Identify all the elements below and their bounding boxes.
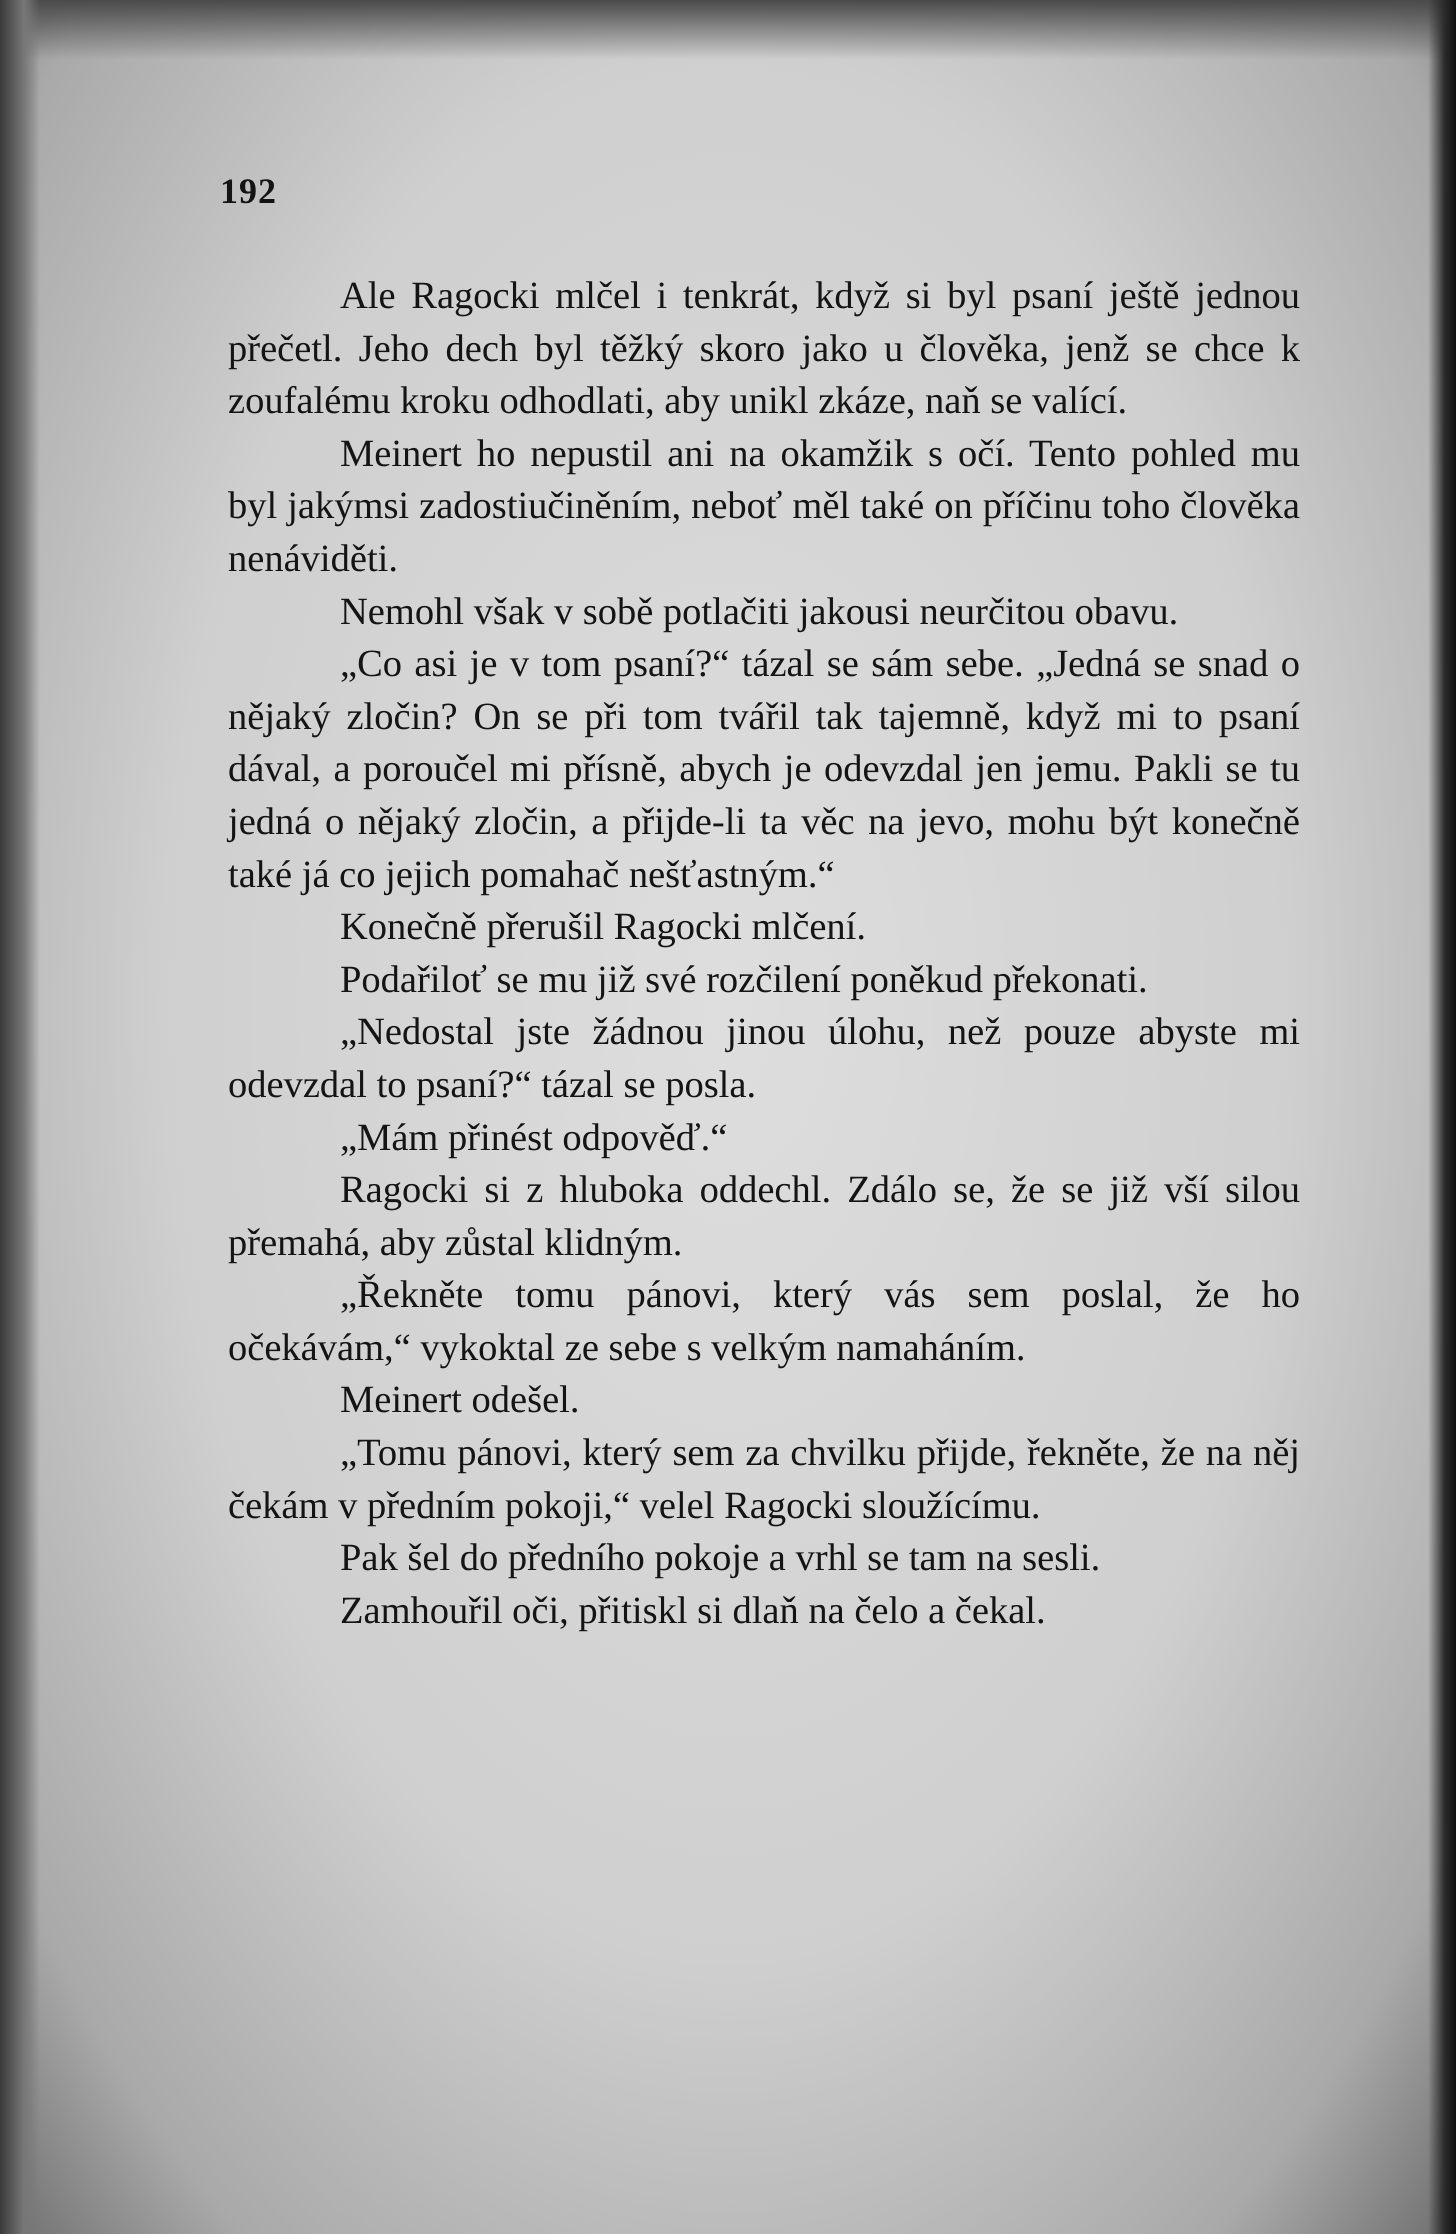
page-number: 192	[220, 171, 277, 211]
page-top-shadow	[0, 0, 1456, 60]
paragraph: Nemohl však v sobě potlačiti jakousi neurčitou obavu.	[340, 590, 1179, 633]
paragraph: Ale Ragocki mlčel i tenkrát, když si byl psaní ještě jednou přečetl. Jeho dech byl těžký skoro jako u člověka, jenž se chce k zoufalému kroku odhodlati, aby unikl zkáze, naň se valící.	[228, 275, 1300, 423]
paragraph: Konečně přerušil Ragocki mlčení.	[340, 906, 866, 949]
paragraph: Meinert ho nepustil ani na okamžik s očí. Tento pohled mu byl jakýmsi zadostiučiněním, neboť měl také on příčinu toho člověka nenáviděti.	[228, 432, 1300, 580]
paragraph: Zamhouřil oči, přitiskl si dlaň na čelo a čekal.	[340, 1589, 1046, 1632]
paragraph: „Co asi je v tom psaní?“ tázal se sám sebe. „Jedná se snad o nějaký zločin? On se při tom tvářil tak tajemně, když mi to psaní dával, a poroučel mi přísně, abych je odevzdal jen jemu. Pakli se tu jedná o nějaký zločin, a přijde-li ta věc na jevo, mohu být konečně také já co jejich pomahač nešťastným.“	[228, 643, 1300, 896]
body-text	[228, 270, 1300, 1637]
paragraph: Pak šel do předního pokoje a vrhl se tam na sesli.	[340, 1537, 1101, 1580]
paragraph: „Nedostal jste žádnou jinou úlohu, než pouze abyste mi odevzdal to psaní?“ tázal se posla.	[228, 1011, 1300, 1106]
paragraph: „Řekněte tomu pánovi, který vás sem poslal, že ho očekávám,“ vykoktal ze sebe s velkým namaháním.	[228, 1274, 1300, 1369]
paragraph: Ragocki si z hluboka oddechl. Zdálo se, že se již vší silou přemahá, aby zůstal klidným.	[228, 1169, 1300, 1264]
page-right-shadow	[1428, 0, 1456, 2234]
paragraph: „Tomu pánovi, který sem za chvilku přijde, řekněte, že na něj čekám v předním pokoji,“ velel Ragocki sloužícímu.	[228, 1432, 1300, 1527]
page-left-shadow	[0, 0, 40, 2234]
paragraph: Podařiloť se mu již své rozčilení poněkud překonati.	[340, 958, 1148, 1001]
paragraph: Meinert odešel.	[340, 1379, 580, 1422]
paragraph: „Mám přinést odpověď.“	[340, 1116, 728, 1159]
